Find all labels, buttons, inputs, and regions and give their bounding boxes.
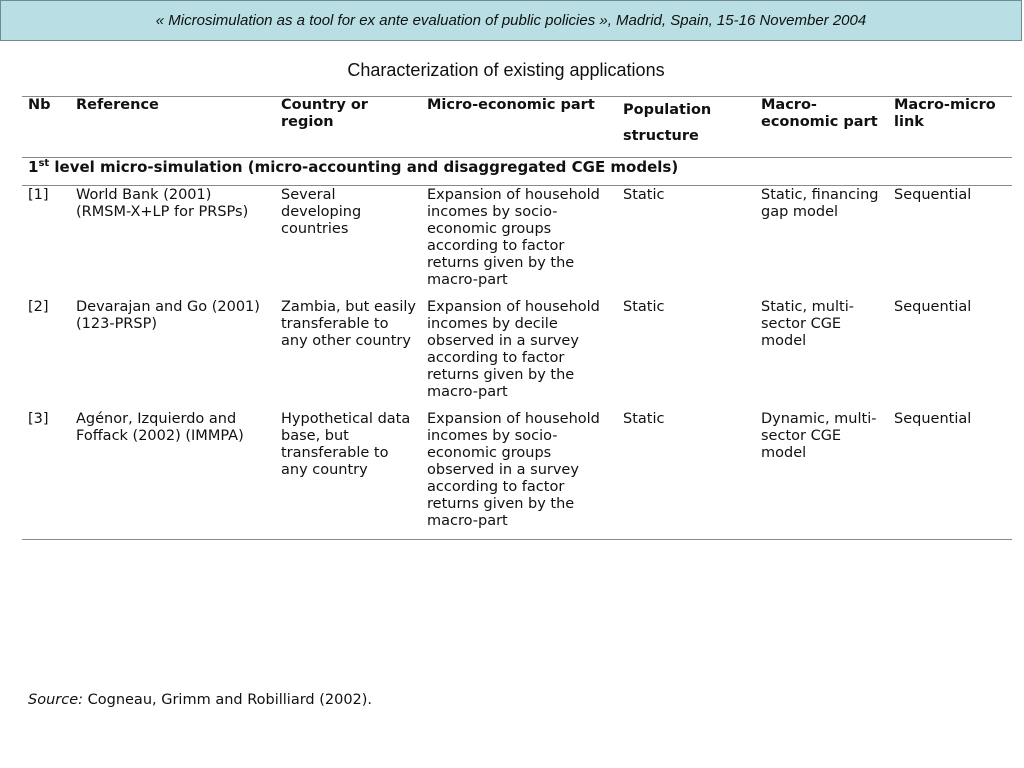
cell-nb: [1] [28, 187, 49, 203]
section-sup: st [38, 158, 50, 169]
slide-title: Characterization of existing applications [347, 60, 665, 80]
column-header-link: Macro-micro link [888, 97, 1012, 158]
section-text: level micro-simulation (micro-accounting and disaggregated CGE models) [49, 158, 679, 176]
table-row [22, 298, 1012, 410]
column-header-population: Population structure [617, 97, 755, 158]
cell-macro: Dynamic, multi-sector CGE model [755, 410, 888, 540]
cell-micro: Expansion of household incomes by socio-economic groups observed in a survey according to factor returns given by the macro-part [421, 410, 617, 540]
cell-country: Several developing countries [281, 187, 362, 237]
source-text: Cogneau, Grimm and Robilliard (2002). [83, 692, 373, 708]
cell-country: Zambia, but easily transferable to any other country [281, 299, 416, 349]
cell-population: Static [623, 187, 665, 203]
table-header-row [22, 97, 1012, 158]
cell-link: Sequential [894, 187, 972, 203]
column-header-macro: Macro-economic part [755, 97, 888, 158]
cell-micro: Expansion of household incomes by socio-economic groups according to factor returns given by the macro-part [427, 187, 600, 288]
cell-reference: Agénor, Izquierdo and Foffack (2002) (IMMPA) [70, 410, 275, 540]
cell-reference: Devarajan and Go (2001) (123-PRSP) [76, 299, 260, 332]
cell-population: Static [617, 410, 755, 540]
cell-population: Static [623, 299, 665, 315]
applications-table [22, 96, 1012, 540]
section-row [22, 158, 1012, 186]
section-heading [22, 158, 1012, 186]
cell-macro: Static, multi-sector CGE model [761, 299, 854, 349]
cell-nb: [2] [28, 299, 49, 315]
cell-link: Sequential [888, 410, 1012, 540]
cell-nb: [3] [22, 410, 70, 540]
table-row [22, 410, 1012, 540]
source-label: Source: [28, 692, 84, 708]
conference-banner [0, 0, 1022, 41]
column-header-nb: Nb [22, 97, 70, 158]
column-header-reference: Reference [70, 97, 275, 158]
cell-link: Sequential [894, 299, 972, 315]
source-note [28, 692, 372, 708]
column-header-micro: Micro-economic part [421, 97, 617, 158]
cell-micro: Expansion of household incomes by decile observed in a survey according to factor returns given by the macro-part [427, 299, 600, 400]
cell-reference: World Bank (2001) (RMSM-X+LP for PRSPs) [76, 187, 249, 220]
column-header-country: Country or region [275, 97, 421, 158]
cell-country: Hypothetical data base, but transferable to any country [275, 410, 421, 540]
banner-text: « Microsimulation as a tool for ex ante evaluation of public policies », Madrid, Spain, 15-16 November 2004 [155, 12, 867, 29]
cell-macro: Static, financing gap model [761, 187, 879, 220]
table-row [22, 186, 1012, 299]
section-prefix: 1 [28, 158, 39, 176]
